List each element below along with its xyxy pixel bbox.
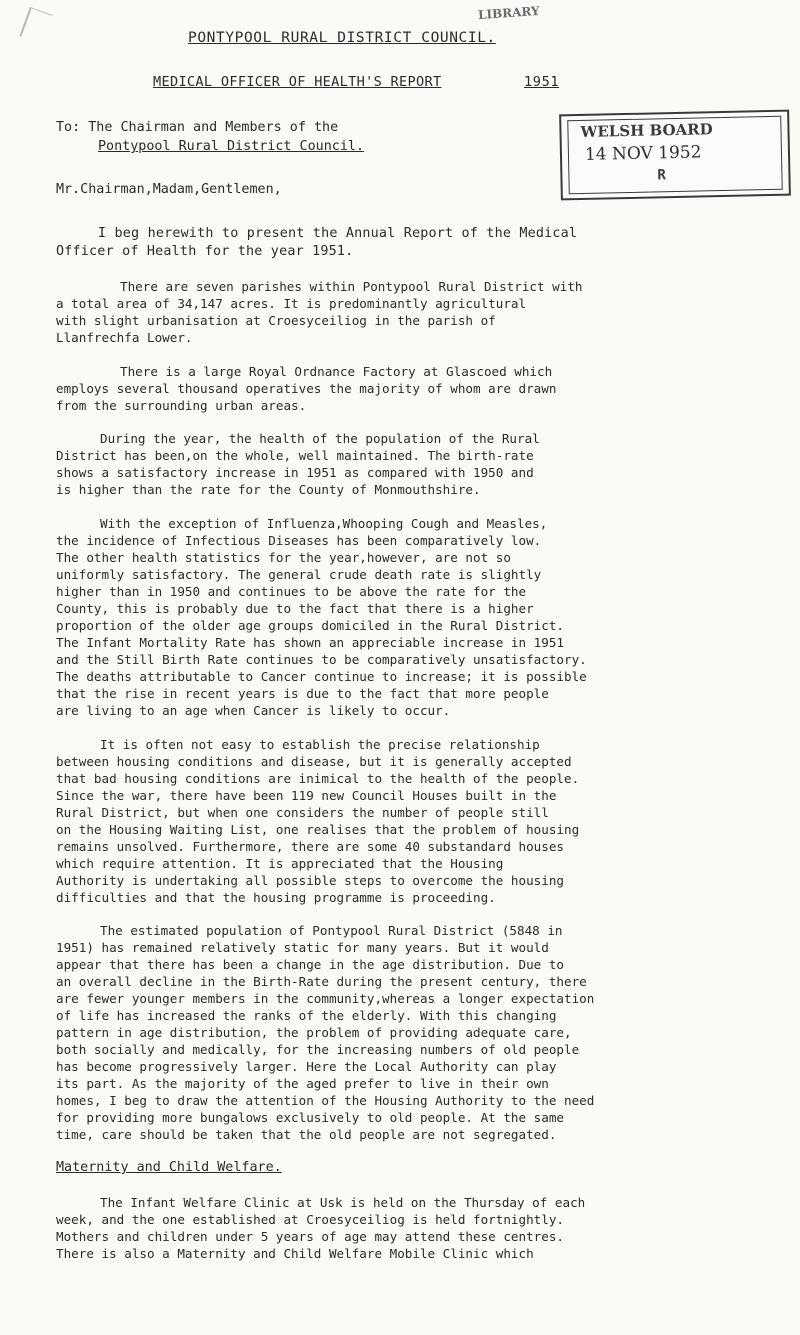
para4-line-5: higher than in 1950 and continues to be above the rate for the xyxy=(56,584,527,599)
salutation: Mr.Chairman,Madam,Gentlemen, xyxy=(56,182,282,197)
para7-line-4: There is also a Maternity and Child Welfare Mobile Clinic which xyxy=(56,1246,534,1261)
para1-line-1: There are seven parishes within Pontypool Rural District with xyxy=(120,279,583,294)
para6-line-12: for providing more bungalows exclusively to old people. At the same xyxy=(56,1110,564,1125)
report-year: 1951 xyxy=(524,74,560,90)
para5-line-3: that bad housing conditions are inimical to the health of the people. xyxy=(56,771,580,786)
address-council: Pontypool Rural District Council. xyxy=(98,139,365,154)
section-heading-maternity: Maternity and Child Welfare. xyxy=(56,1160,282,1175)
para5-line-7: remains unsolved. Furthermore, there are some 40 substandard houses xyxy=(56,839,564,854)
para3-line-3: shows a satisfactory increase in 1951 as compared with 1950 and xyxy=(56,465,534,480)
page-smudge xyxy=(19,7,52,44)
para4-line-8: The Infant Mortality Rate has shown an appreciable increase in 1951 xyxy=(56,635,564,650)
para6-line-13: time, care should be taken that the old people are not segregated. xyxy=(56,1127,557,1142)
para2-line-1: There is a large Royal Ordnance Factory at Glascoed which xyxy=(120,364,553,379)
para4-line-4: uniformly satisfactory. The general crude death rate is slightly xyxy=(56,567,542,582)
para6-line-4: an overall decline in the Birth-Rate during the present century, there xyxy=(56,974,587,989)
address-to: To: The Chairman and Members of the xyxy=(56,120,339,135)
para5-line-1: It is often not easy to establish the precise relationship xyxy=(100,737,540,752)
para3-line-2: District has been,on the whole, well maintained. The birth-rate xyxy=(56,448,534,463)
para4-line-10: The deaths attributable to Cancer continue to increase; it is possible xyxy=(56,669,587,684)
intro-line-2: Officer of Health for the year 1951. xyxy=(56,244,354,259)
para5-line-10: difficulties and that the housing programme is proceeding. xyxy=(56,890,496,905)
para5-line-2: between housing conditions and disease, but it is generally accepted xyxy=(56,754,572,769)
para7-line-3: Mothers and children under 5 years of age may attend these centres. xyxy=(56,1229,564,1244)
para3-line-4: is higher than the rate for the County of Monmouthshire. xyxy=(56,482,481,497)
para5-line-5: Rural District, but when one considers the number of people still xyxy=(56,805,549,820)
para6-line-7: pattern in age distribution, the problem of providing adequate care, xyxy=(56,1025,572,1040)
stamp-line-2: 14 NOV 1952 xyxy=(584,142,702,165)
para4-line-2: the incidence of Infectious Diseases has been comparatively low. xyxy=(56,533,542,548)
para1-line-3: with slight urbanisation at Croesyceiliog in the parish of xyxy=(56,313,496,328)
para6-line-3: appear that there has been a change in the age distribution. Due to xyxy=(56,957,564,972)
para4-line-3: The other health statistics for the year,however, are not so xyxy=(56,550,511,565)
para4-line-7: proportion of the older age groups domiciled in the Rural District. xyxy=(56,618,564,633)
para1-line-2: a total area of 34,147 acres. It is predominantly agricultural xyxy=(56,296,527,311)
para2-line-3: from the surrounding urban areas. xyxy=(56,398,307,413)
council-title: PONTYPOOL RURAL DISTRICT COUNCIL. xyxy=(188,30,496,46)
stamp-line-3: R xyxy=(657,167,667,184)
para6-line-10: its part. As the majority of the aged prefer to live in their own xyxy=(56,1076,549,1091)
stamp-line-1: WELSH BOARD xyxy=(580,120,713,141)
para6-line-6: of life has increased the ranks of the elderly. With this changing xyxy=(56,1008,557,1023)
intro-line-1: I beg herewith to present the Annual Report of the Medical xyxy=(98,226,578,241)
para6-line-2: 1951) has remained relatively static for many years. But it would xyxy=(56,940,549,955)
para4-line-6: County, this is probably due to the fact that there is a higher xyxy=(56,601,534,616)
para5-line-4: Since the war, there have been 119 new Council Houses built in the xyxy=(56,788,557,803)
para7-line-1: The Infant Welfare Clinic at Usk is held on the Thursday of each xyxy=(100,1195,586,1210)
para5-line-6: on the Housing Waiting List, one realises that the problem of housing xyxy=(56,822,580,837)
para3-line-1: During the year, the health of the population of the Rural xyxy=(100,431,540,446)
para4-line-1: With the exception of Influenza,Whooping Cough and Measles, xyxy=(100,516,548,531)
para6-line-9: has become progressively larger. Here the Local Authority can play xyxy=(56,1059,557,1074)
para6-line-1: The estimated population of Pontypool Rural District (5848 in xyxy=(100,923,563,938)
para5-line-9: Authority is undertaking all possible steps to overcome the housing xyxy=(56,873,564,888)
library-mark: LIBRARY xyxy=(477,3,541,23)
para6-line-11: homes, I beg to draw the attention of the Housing Authority to the need xyxy=(56,1093,595,1108)
para1-line-4: Llanfrechfa Lower. xyxy=(56,330,193,345)
para6-line-8: both socially and medically, for the increasing numbers of old people xyxy=(56,1042,580,1057)
para4-line-11: that the rise in recent years is due to the fact that more people xyxy=(56,686,549,701)
para4-line-12: are living to an age when Cancer is likely to occur. xyxy=(56,703,451,718)
report-title: MEDICAL OFFICER OF HEALTH'S REPORT xyxy=(153,74,442,90)
para2-line-2: employs several thousand operatives the majority of whom are drawn xyxy=(56,381,557,396)
para4-line-9: and the Still Birth Rate continues to be comparatively unsatisfactory. xyxy=(56,652,587,667)
para7-line-2: week, and the one established at Croesyceiliog is held fortnightly. xyxy=(56,1212,564,1227)
para6-line-5: are fewer younger members in the community,whereas a longer expectation xyxy=(56,991,595,1006)
para5-line-8: which require attention. It is appreciated that the Housing xyxy=(56,856,504,871)
received-stamp xyxy=(559,110,791,201)
